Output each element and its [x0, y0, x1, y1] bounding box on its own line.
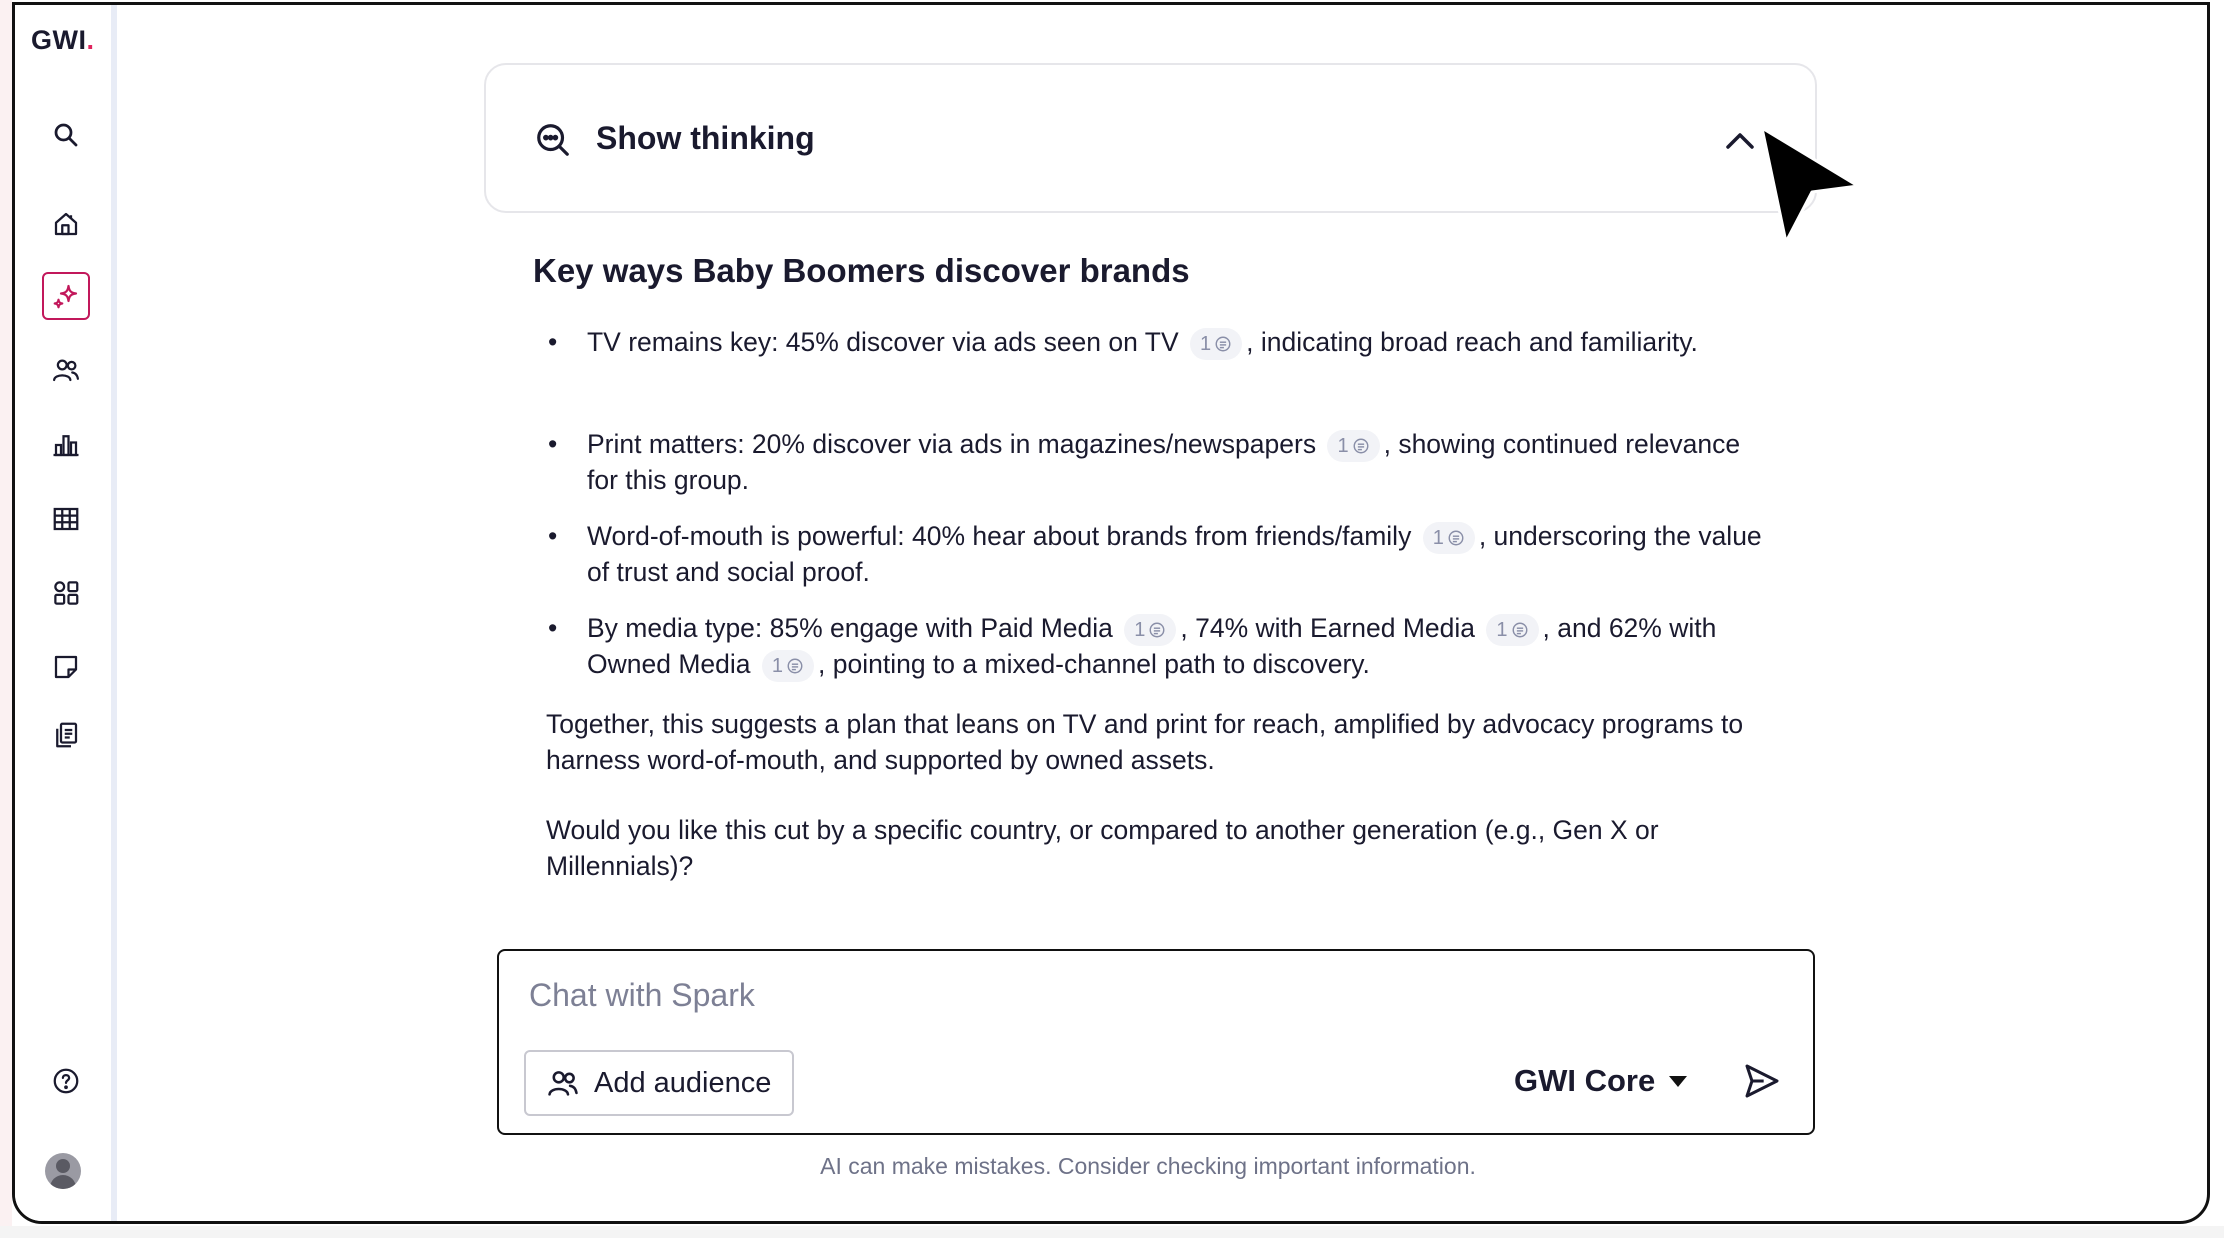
citation-chip[interactable]: 1 — [1423, 522, 1475, 554]
caret-down-icon — [1669, 1076, 1687, 1087]
notes-icon[interactable] — [42, 643, 90, 691]
mouse-pointer-icon — [1760, 126, 1860, 244]
sidebar — [15, 5, 117, 1221]
show-thinking-panel[interactable] — [484, 63, 1817, 213]
audience-icon — [546, 1066, 580, 1100]
comment-icon — [1214, 335, 1232, 353]
add-audience-button[interactable] — [524, 1050, 794, 1116]
thinking-search-icon — [534, 121, 572, 159]
citation-chip[interactable]: 1 — [1327, 430, 1379, 462]
list-item: • Print matters: 20% discover via ads in magazines/newspapers 1 , showing continued relevance for this group. — [548, 426, 1768, 498]
list-item: • TV remains key: 45% discover via ads seen on TV 1 , indicating broad reach and familiarity. — [548, 324, 1768, 360]
answer-heading: Key ways Baby Boomers discover brands — [533, 252, 1190, 289]
citation-chip[interactable]: 1 — [1486, 614, 1538, 646]
audiences-icon[interactable] — [42, 346, 90, 394]
chat-box — [497, 949, 1815, 1135]
citation-chip[interactable]: 1 — [1124, 614, 1176, 646]
citation-chip[interactable]: 1 — [1190, 328, 1242, 360]
comment-icon — [786, 657, 804, 675]
comment-icon — [1511, 621, 1529, 639]
window-bottom — [0, 1226, 2224, 1238]
help-icon[interactable] — [42, 1057, 90, 1105]
bullet-dot: • — [548, 613, 558, 643]
comment-icon — [1447, 529, 1465, 547]
gwi-logo[interactable]: GWI. — [31, 25, 95, 55]
comment-icon — [1352, 437, 1370, 455]
spark-icon[interactable] — [42, 272, 90, 320]
search-icon[interactable] — [42, 111, 90, 159]
reports-icon[interactable] — [42, 711, 90, 759]
bullet-dot: • — [548, 521, 558, 551]
bullet-dot: • — [548, 429, 558, 459]
list-item: • Word-of-mouth is powerful: 40% hear about brands from friends/family 1 , underscoring the value of trust and social proof. — [548, 518, 1768, 590]
list-item: • By media type: 85% engage with Paid Media 1 , 74% with Earned Media 1 , and 62% with Owned Media 1 , pointing to a mixed-channel path to discovery. — [548, 610, 1768, 682]
answer-followup: Would you like this cut by a specific country, or compared to another generation (e.g., Gen X or Millennials)? — [546, 815, 1659, 881]
window-edge — [0, 0, 12, 1238]
home-icon[interactable] — [42, 200, 90, 248]
charts-icon[interactable] — [42, 421, 90, 469]
citation-chip[interactable]: 1 — [762, 650, 814, 682]
answer-summary: Together, this suggests a plan that leans on TV and print for reach, amplified by advocacy programs to harness word-of-mouth, and supported by owned assets. — [546, 709, 1744, 775]
send-icon[interactable] — [1742, 1061, 1782, 1101]
chat-input[interactable]: Chat with Spark — [529, 977, 755, 1013]
chevron-up-icon[interactable] — [1722, 125, 1758, 155]
crosstabs-icon[interactable] — [42, 495, 90, 543]
show-thinking-label: Show thinking — [596, 120, 815, 156]
add-audience-label: Add audience — [594, 1066, 772, 1099]
model-label: GWI Core — [1514, 1063, 1656, 1098]
dashboards-icon[interactable] — [42, 569, 90, 617]
bullet-dot: • — [548, 327, 558, 357]
model-selector[interactable] — [1514, 1063, 1687, 1099]
disclaimer: AI can make mistakes. Consider checking important information. — [820, 1153, 1476, 1179]
comment-icon — [1148, 621, 1166, 639]
